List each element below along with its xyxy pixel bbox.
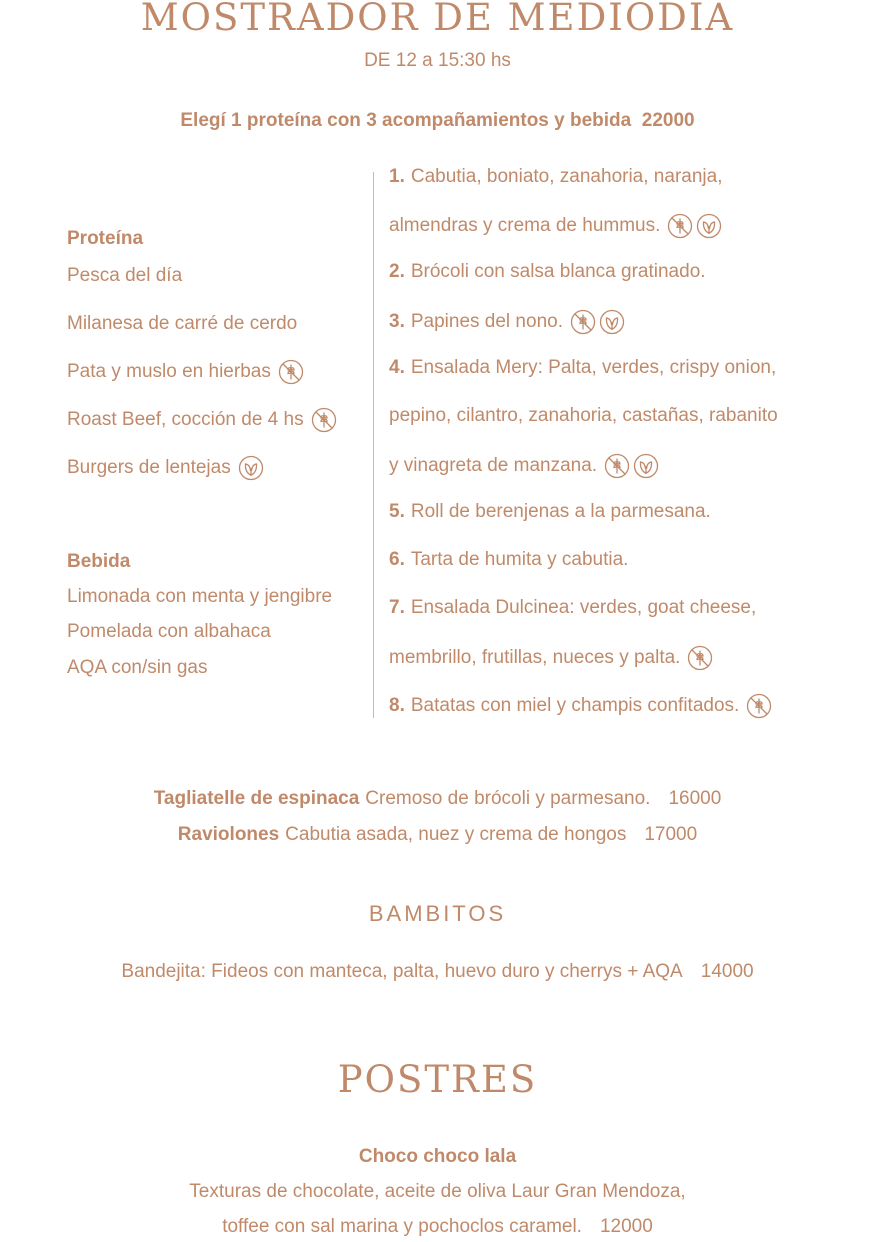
dessert-price: 12000 — [599, 1216, 653, 1237]
bambitos-price: 14000 — [700, 961, 754, 982]
pasta-price: 16000 — [668, 788, 722, 809]
protein-item-label: Pata y muslo en hierbas — [67, 361, 271, 382]
pasta-name: Raviolones — [177, 824, 280, 845]
side-dish-text: membrillo, frutillas, nueces y palta. — [389, 647, 681, 668]
side-dish-number: 1. — [389, 166, 405, 187]
protein-item-label: Milanesa de carré de cerdo — [67, 313, 298, 334]
column-divider — [373, 172, 374, 718]
side-dish-line — [389, 405, 778, 427]
side-dish-text: y vinagreta de manzana. — [389, 455, 598, 476]
gluten-free-icon — [311, 407, 337, 433]
pasta-description: Cremoso de brócoli y parmesano. — [365, 788, 651, 809]
vegan-icon — [599, 309, 625, 335]
combo-offer: Elegí 1 proteína con 3 acompañamientos y bebida 22000 — [180, 110, 695, 131]
vegan-icon — [238, 455, 264, 481]
service-hours: DE 12 a 15:30 hs — [364, 50, 511, 71]
side-dish-line — [389, 693, 772, 719]
side-dish-text: Cabutia, boniato, zanahoria, naranja, — [410, 166, 723, 187]
pasta-name: Tagliatelle de espinaca — [153, 788, 360, 809]
side-dish-number: 5. — [389, 501, 405, 522]
protein-item — [67, 359, 304, 385]
side-dish-number: 4. — [389, 357, 405, 378]
pasta-description: Cabutia asada, nuez y crema de hongos — [285, 824, 627, 845]
side-dish-text: Tarta de humita y cabutia. — [410, 549, 629, 570]
vegan-icon — [696, 213, 722, 239]
protein-item — [67, 265, 182, 287]
protein-heading: Proteína — [67, 228, 144, 249]
dessert-name: Choco choco lala — [358, 1146, 517, 1167]
protein-item-label: Roast Beef, cocción de 4 hs — [67, 409, 304, 430]
side-dish-line — [389, 166, 722, 188]
side-dish-line — [389, 261, 706, 283]
gluten-free-icon — [746, 693, 772, 719]
side-dish-line — [389, 357, 776, 379]
bambitos-description: Bandejita: Fideos con manteca, palta, huevo duro y cherrys + AQA — [121, 961, 683, 982]
side-dish-number: 7. — [389, 597, 405, 618]
side-dish-line — [389, 453, 659, 479]
side-dish-number: 3. — [389, 311, 405, 332]
side-dish-text: Ensalada Mery: Palta, verdes, crispy onion, — [410, 357, 777, 378]
drink-item: Pomelada con albahaca — [67, 621, 271, 642]
side-dish-text: Batatas con miel y champis confitados. — [410, 695, 740, 716]
dessert-description-continued — [0, 1216, 875, 1238]
pasta-item — [0, 824, 875, 846]
pasta-price: 17000 — [644, 824, 698, 845]
bambitos-heading: BAMBITOS — [368, 901, 507, 926]
gluten-free-icon — [687, 645, 713, 671]
protein-item-label: Pesca del día — [67, 265, 183, 286]
side-dish-number: 6. — [389, 549, 405, 570]
side-dish-number: 2. — [389, 261, 405, 282]
pasta-item — [0, 788, 875, 810]
side-dish-number: 8. — [389, 695, 405, 716]
side-dish-line — [389, 213, 722, 239]
gluten-free-icon — [667, 213, 693, 239]
vegan-icon — [633, 453, 659, 479]
bambitos-item — [0, 961, 875, 983]
side-dish-text: Brócoli con salsa blanca gratinado. — [410, 261, 706, 282]
protein-item-label: Burgers de lentejas — [67, 457, 231, 478]
drink-item: AQA con/sin gas — [67, 657, 208, 678]
dessert-description: Texturas de chocolate, aceite de oliva Laur Gran Mendoza, — [189, 1181, 686, 1202]
gluten-free-icon — [604, 453, 630, 479]
side-dish-line — [389, 501, 711, 523]
side-dish-line — [389, 597, 756, 619]
desserts-heading: POSTRES — [337, 1058, 538, 1101]
gluten-free-icon — [570, 309, 596, 335]
side-dish-text: almendras y crema de hummus. — [389, 215, 661, 236]
side-dish-text: pepino, cilantro, zanahoria, castañas, rabanito — [389, 405, 778, 426]
side-dish-text: Ensalada Dulcinea: verdes, goat cheese, — [410, 597, 757, 618]
side-dish-text: Roll de berenjenas a la parmesana. — [410, 501, 711, 522]
protein-item — [67, 455, 264, 481]
side-dish-text: Papines del nono. — [410, 311, 563, 332]
side-dish-line — [389, 309, 625, 335]
gluten-free-icon — [278, 359, 304, 385]
drink-item: Limonada con menta y jengibre — [67, 586, 333, 607]
drinks-heading: Bebida — [67, 551, 131, 572]
side-dish-line — [389, 549, 628, 571]
side-dish-line — [389, 645, 713, 671]
protein-item — [67, 407, 337, 433]
page-title: MOSTRADOR DE MEDIODIA — [140, 0, 735, 39]
dessert-description-tail: toffee con sal marina y pochoclos caramel. — [222, 1216, 582, 1237]
protein-item — [67, 313, 297, 335]
